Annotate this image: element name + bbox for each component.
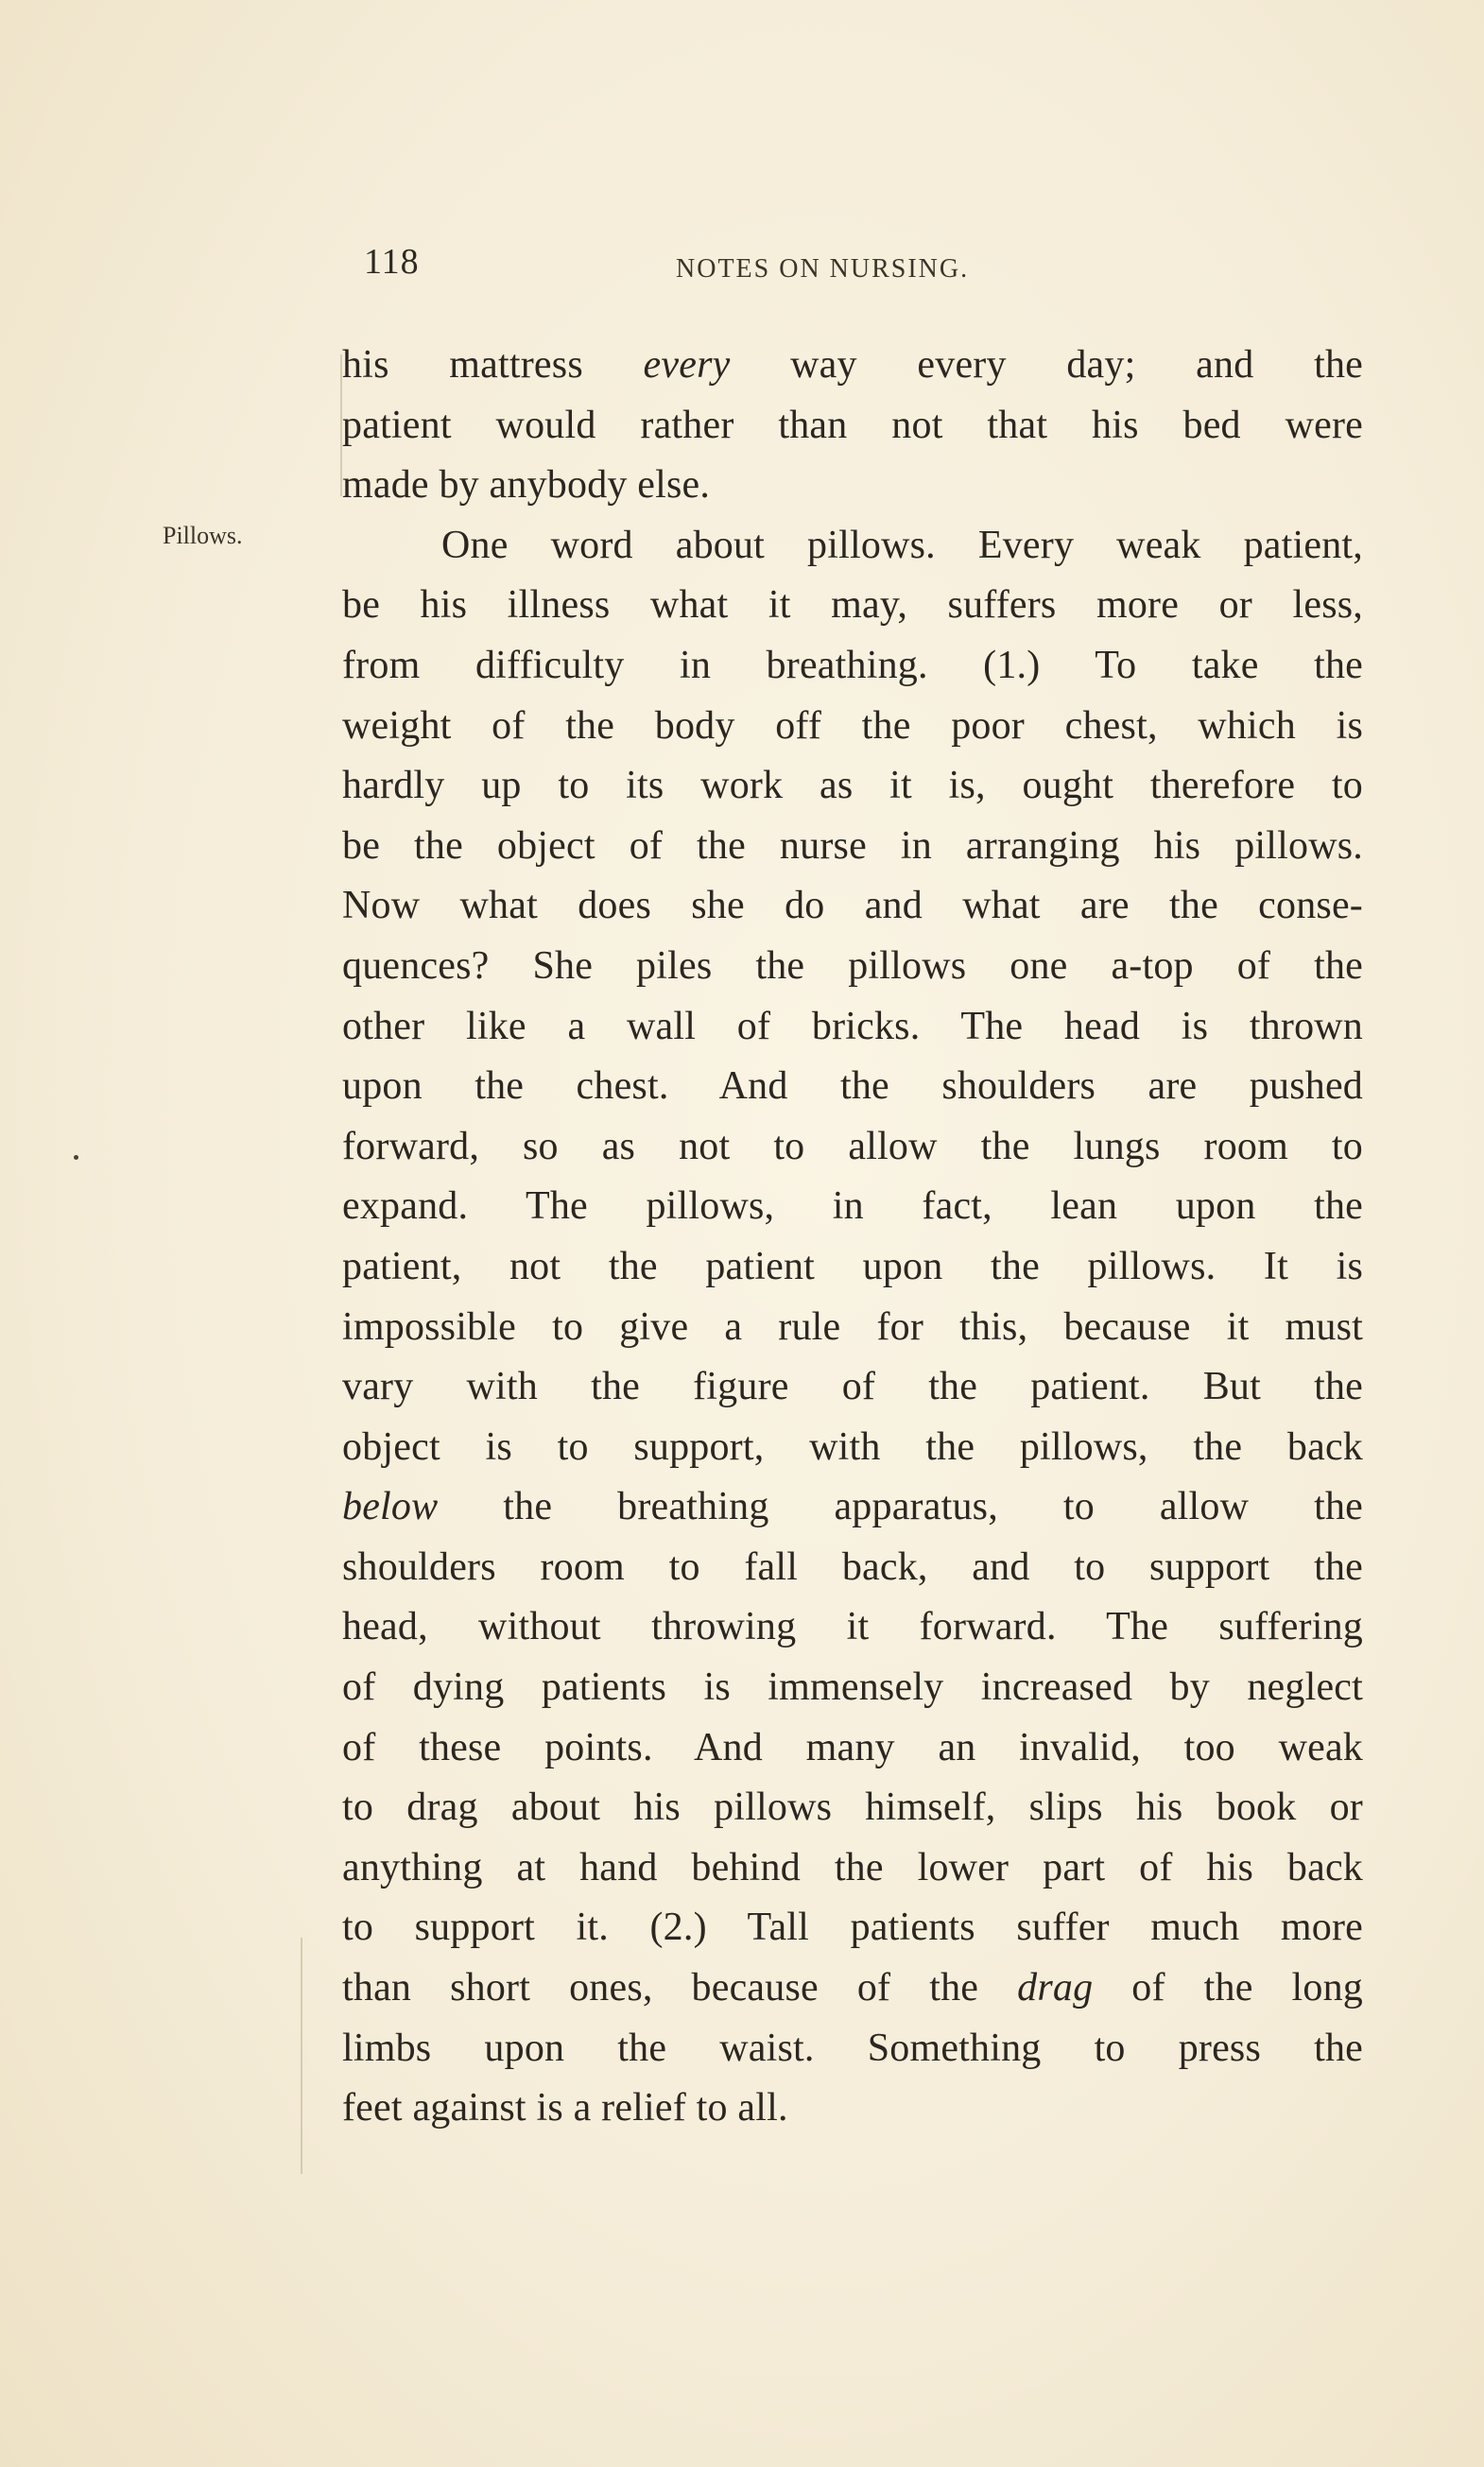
text-line: of dying patients is immensely increased by neglect — [342, 1665, 1363, 1710]
margin-note-pillows: Pillows. — [163, 522, 243, 549]
binding-shadow-mark — [340, 354, 342, 496]
text-line: to drag about his pillows himself, slips his book or — [342, 1786, 1363, 1830]
text-line: object is to support, with the pillows, the back — [342, 1424, 1363, 1469]
text-line: below the breathing apparatus, to allow the — [342, 1485, 1363, 1529]
text-line: made by anybody else. — [342, 463, 711, 508]
page-number: 118 — [364, 242, 420, 282]
text-line: vary with the figure of the patient. But the — [342, 1365, 1363, 1409]
binding-shadow-mark — [301, 1938, 302, 2174]
italic-emphasis: below — [342, 1485, 439, 1529]
italic-emphasis: drag — [1017, 1966, 1094, 2010]
running-head — [364, 241, 1371, 298]
italic-emphasis: every — [643, 343, 731, 387]
text-line: forward, so as not to allow the lungs room to — [342, 1124, 1363, 1168]
text-line: Now what does she do and what are the conse- — [342, 884, 1363, 928]
text-line: limbs upon the waist. Something to press the — [342, 2026, 1363, 2070]
text-line: expand. The pillows, in fact, lean upon the — [342, 1184, 1363, 1229]
text-line: his mattress every way every day; and the — [342, 343, 1363, 387]
text-line: patient would rather than not that his bed were — [342, 403, 1363, 447]
text-line: quences? She piles the pillows one a-top of the — [342, 943, 1363, 988]
running-title: NOTES ON NURSING. — [676, 254, 970, 284]
body-text — [342, 336, 1363, 2139]
text-line: head, without throwing it forward. The suffering — [342, 1605, 1363, 1649]
paragraph-start-line: One word about pillows. Every weak patient, — [441, 523, 1363, 567]
text-line: from difficulty in breathing. (1.) To take the — [342, 643, 1363, 687]
text-line: patient, not the patient upon the pillows. It is — [342, 1244, 1363, 1288]
text-line: upon the chest. And the shoulders are pushed — [342, 1064, 1363, 1109]
text-line: anything at hand behind the lower part of his back — [342, 1845, 1363, 1889]
text-line: than short ones, because of the drag of the long — [342, 1966, 1364, 2010]
text-line: hardly up to its work as it is, ought therefore to — [342, 764, 1363, 808]
text-line: shoulders room to fall back, and to support the — [342, 1544, 1363, 1589]
text-line: be the object of the nurse in arranging his pillows. — [342, 823, 1363, 868]
text-line: other like a wall of bricks. The head is thrown — [342, 1004, 1363, 1048]
text-line: feet against is a relief to all. — [342, 2086, 788, 2131]
text-line: be his illness what it may, suffers more or less, — [342, 583, 1363, 628]
paper-speck — [74, 1155, 78, 1160]
text-line: weight of the body off the poor chest, which is — [342, 703, 1363, 748]
text-line: of these points. And many an invalid, too weak — [342, 1725, 1363, 1769]
text-line: to support it. (2.) Tall patients suffer much more — [342, 1906, 1363, 1950]
text-line: impossible to give a rule for this, because it must — [342, 1304, 1363, 1349]
